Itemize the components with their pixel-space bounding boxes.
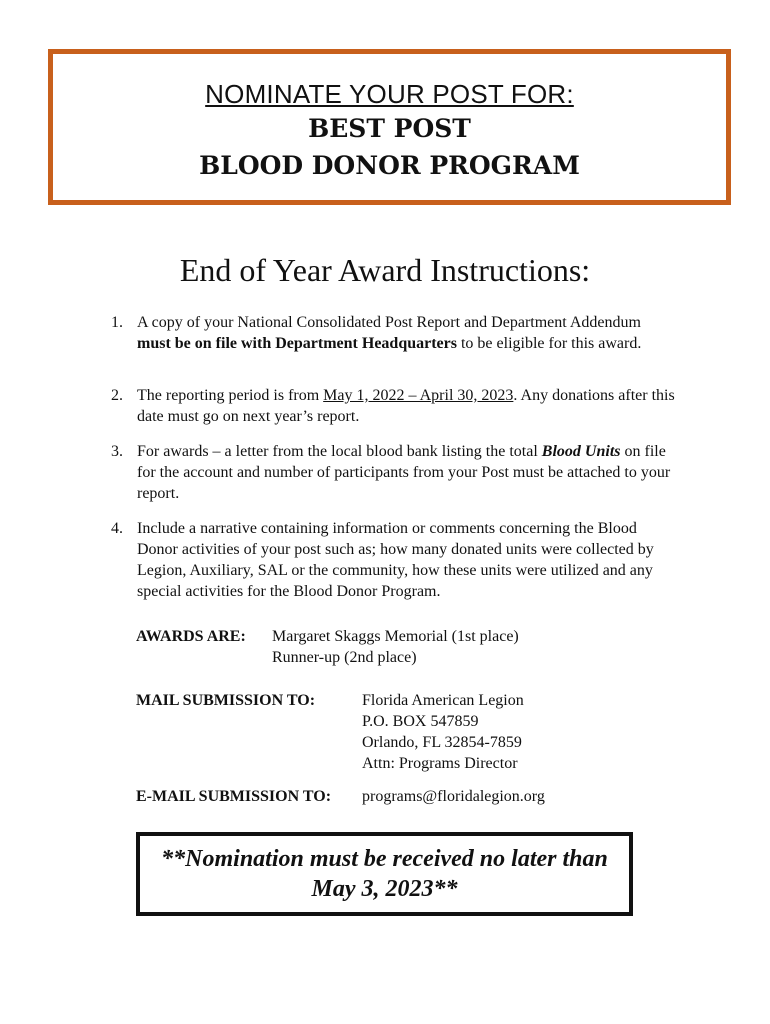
award-first: Margaret Skaggs Memorial (1st place) xyxy=(272,628,519,645)
mail-label: MAIL SUBMISSION TO: xyxy=(136,692,316,709)
award-second: Runner-up (2nd place) xyxy=(272,649,417,666)
header-program: BLOOD DONOR PROGRAM xyxy=(199,151,580,180)
item-text: A copy of your National Consolidated Post Report and Department Addendum must be on file with Department Headquarters to be eligible for this award. xyxy=(137,314,642,352)
address-line: P.O. BOX 547859 xyxy=(362,713,479,730)
instructions-list xyxy=(111,312,676,602)
list-item xyxy=(111,441,676,504)
notice-line2: May 3, 2023** xyxy=(311,876,458,902)
item-text: For awards – a letter from the local blood bank listing the total Blood Units on file for the account and number of participants from your Post must be attached to your report. xyxy=(137,443,671,502)
mail-section xyxy=(136,690,524,774)
address-line: Attn: Programs Director xyxy=(362,755,518,772)
item-number: 1. xyxy=(111,314,123,331)
header-box xyxy=(48,49,731,205)
item-text: Include a narrative containing information or comments concerning the Blood Donor activities of your post such as; how many donated units were collected by Legion, Auxiliary, SAL or the community, how these units were utilized and any special activities for the Blood Donor Program. xyxy=(137,520,654,600)
deadline-notice xyxy=(136,832,633,916)
list-item xyxy=(111,385,676,429)
mail-address xyxy=(362,690,524,774)
address-line: Florida American Legion xyxy=(362,692,524,709)
item-number: 4. xyxy=(111,520,123,537)
item-text: The reporting period is from May 1, 2022 – April 30, 2023. Any donations after this date must go on next year’s report. xyxy=(137,387,675,425)
item-number: 2. xyxy=(111,387,123,404)
list-item xyxy=(111,518,676,602)
header-nominate: NOMINATE YOUR POST FOR: xyxy=(205,79,574,109)
email-label: E-MAIL SUBMISSION TO: xyxy=(136,788,332,805)
item-number: 3. xyxy=(111,443,123,460)
header-best-post: BEST POST xyxy=(308,114,471,143)
awards-section xyxy=(136,626,519,668)
page-title: End of Year Award Instructions: xyxy=(179,252,591,288)
email-section xyxy=(136,786,545,807)
awards-label: AWARDS ARE: xyxy=(136,628,246,645)
address-line: Orlando, FL 32854-7859 xyxy=(362,734,522,751)
list-item xyxy=(111,312,676,375)
email-address[interactable]: programs@floridalegion.org xyxy=(362,788,545,805)
notice-line1: **Nomination must be received no later than xyxy=(161,846,608,872)
